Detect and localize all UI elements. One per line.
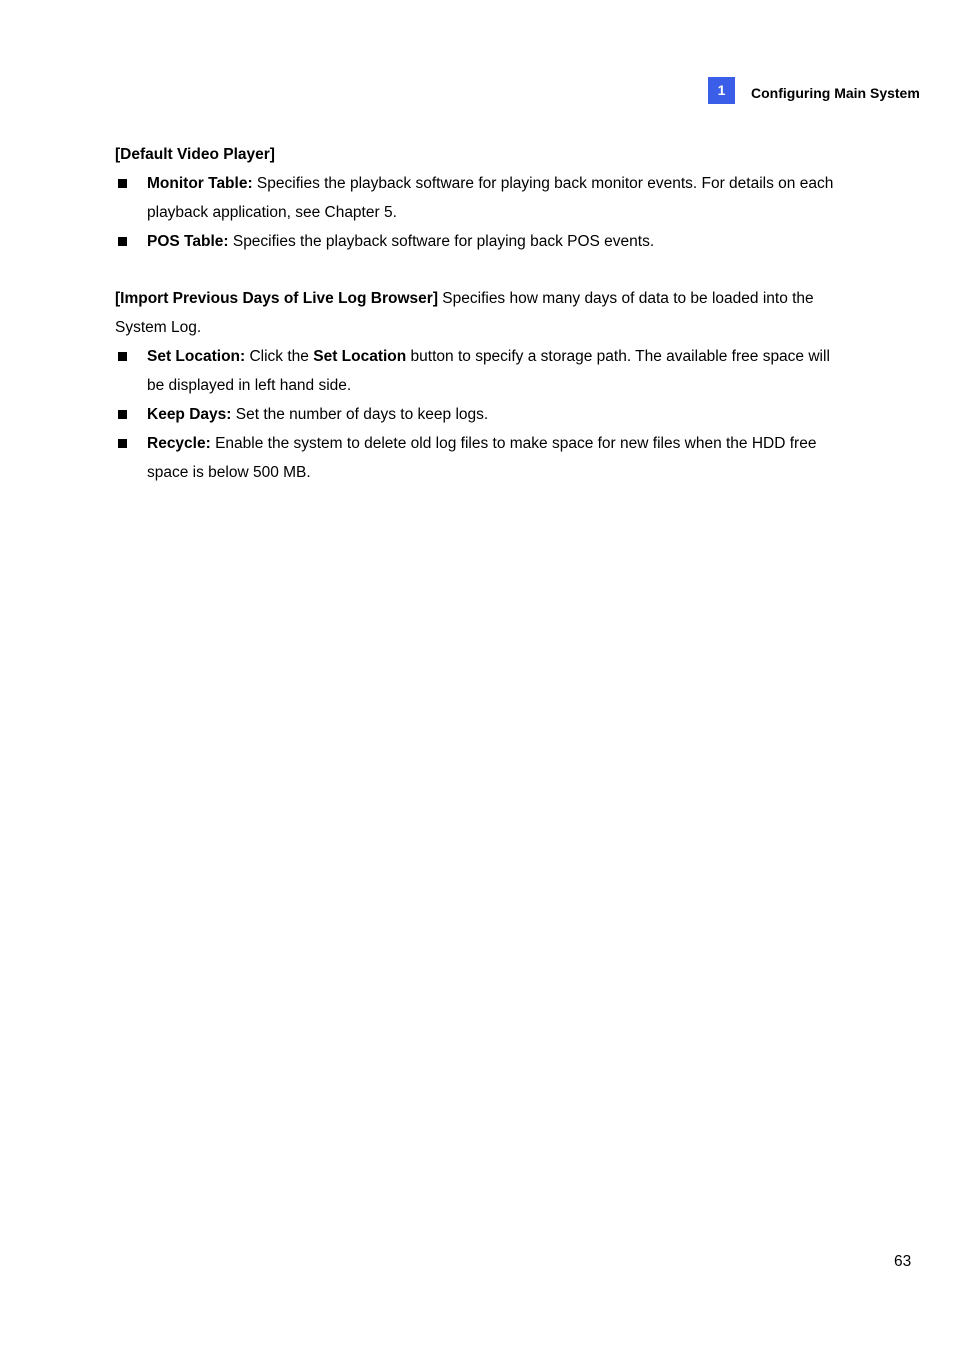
section-intro-text: Specifies how many days of data to be loaded into the System Log.: [115, 290, 814, 336]
list-item: [115, 169, 845, 227]
item-text: button to specify a storage path. The available free space will be displayed in left hand side.: [147, 348, 830, 394]
page-number: 63: [894, 1253, 912, 1270]
square-bullet-icon: [118, 410, 127, 419]
section-heading-text: [Default Video Player]: [115, 146, 275, 163]
square-bullet-icon: [118, 237, 127, 246]
import-previous-days-list: [115, 342, 845, 487]
list-item: [115, 227, 845, 256]
item-text: Enable the system to delete old log files to make space for new files when the HDD free space is below 500 MB.: [147, 435, 817, 481]
item-text: Specifies the playback software for playing back monitor events. For details on each playback application, see Chapter 5.: [147, 175, 834, 221]
square-bullet-icon: [118, 352, 127, 361]
page-header: [708, 77, 938, 107]
section-intro-import-previous-days: [115, 284, 845, 342]
section-heading-default-video-player: [115, 140, 845, 169]
square-bullet-icon: [118, 179, 127, 188]
item-text: Specifies the playback software for playing back POS events.: [228, 233, 655, 250]
item-inline-bold: Set Location: [313, 348, 407, 365]
section-heading-text: [Import Previous Days of Live Log Browser]: [115, 290, 438, 307]
list-item: [115, 429, 845, 487]
item-term: Set Location:: [147, 348, 246, 365]
page-content: [115, 140, 845, 487]
item-text: Set the number of days to keep logs.: [231, 406, 489, 423]
chapter-number-badge: 1: [708, 77, 735, 104]
item-text: Click the: [245, 348, 314, 365]
square-bullet-icon: [118, 439, 127, 448]
item-term: Recycle:: [147, 435, 211, 452]
default-video-player-list: [115, 169, 845, 256]
section-spacer: [115, 256, 845, 284]
item-term: Monitor Table:: [147, 175, 253, 192]
list-item: [115, 342, 845, 400]
chapter-title: Configuring Main System: [751, 85, 920, 101]
item-term: POS Table:: [147, 233, 229, 250]
item-term: Keep Days:: [147, 406, 232, 423]
list-item: [115, 400, 845, 429]
